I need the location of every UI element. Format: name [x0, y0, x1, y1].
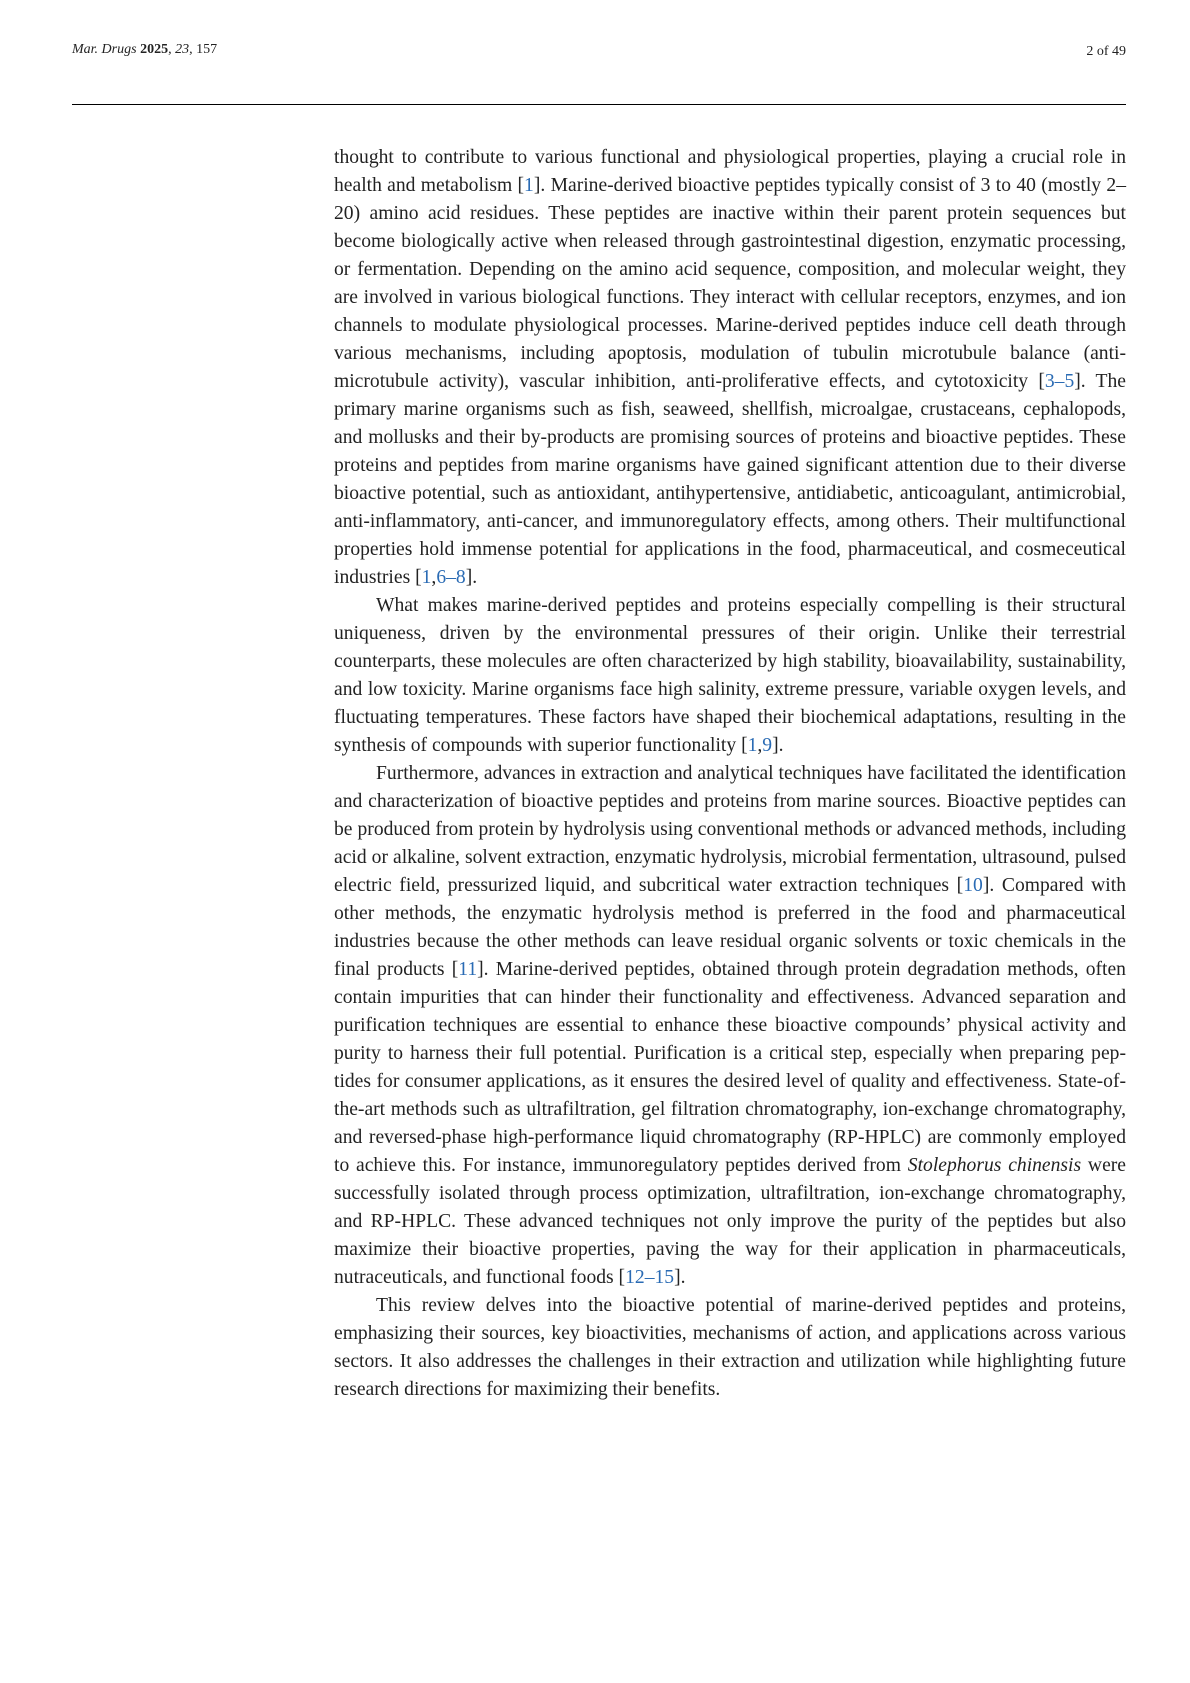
text-run: Furthermore, advances in extraction and analytical techniques have facilitated the identification and characterization of bioactive peptides and proteins from marine sources. Bioactive peptides can be produced from protein by hydrolysis using conventional methods or advanced methods, including acid or alkaline, solvent extraction, enzymatic hydrolysis, microbial fermentation, ultrasound, pulsed electric field, pressurized liquid, and subcritical water extraction techniques [: [334, 763, 1126, 896]
text-run: ].: [674, 1267, 686, 1288]
citation-link[interactable]: 1: [747, 735, 758, 756]
article-number: 157: [196, 42, 218, 57]
page-header: [72, 40, 1126, 105]
paragraph-1: [334, 144, 1126, 592]
paragraph-2: [334, 592, 1126, 760]
text-run: ]. Compared with other methods, the enzymatic hydrolysis method is preferred in the food and pharmaceutical industries because the other methods can leave residual organic solvents or toxic chemicals in the final products [: [334, 875, 1126, 980]
paragraph-4: [334, 1292, 1126, 1404]
citation-link[interactable]: 1: [524, 175, 534, 196]
citation-link[interactable]: 6–8: [436, 567, 466, 588]
journal-citation: Mar. Drugs 2025, 23, 157: [72, 42, 218, 57]
journal-name: Mar. Drugs: [72, 42, 137, 57]
text-run: ,: [431, 567, 437, 588]
text-run: thought to contribute to various functional and physiological properties, playing a crucial role in health and metabolism [: [334, 147, 1126, 196]
paragraph-3: [334, 760, 1126, 1292]
text-run: ]. The primary marine organisms such as fish, seaweed, shellfish, microalgae, crustaceans, cephalopods, and mollusks and their by-products are promising sources of proteins and bioactive peptides. These proteins and peptides from marine organisms have gained significant attention due to their diverse bioactive potential, such as antioxidant, antihypertensive, antidiabetic, anticoagulant, antimicrobial, anti-inflammatory, anti-cancer, and immunoregulatory effects, among others. Their multifunctional properties hold immense potential for applications in the food, pharmaceutical, and cosmeceutical industries [: [334, 371, 1126, 588]
text-run: ].: [465, 567, 478, 588]
body-text: [334, 144, 1126, 1404]
citation-link[interactable]: 1: [421, 567, 432, 588]
citation-link[interactable]: 12–15: [625, 1267, 675, 1288]
citation-link[interactable]: 11: [458, 959, 478, 980]
text-run: ,: [757, 735, 763, 756]
page-number: 2 of 49: [1086, 44, 1126, 59]
journal-volume: 23: [175, 42, 190, 57]
text-run: ]. Marine-derived bioactive peptides typically consist of 3 to 40 (mostly 2–20) amino acid residues. These peptides are inactive within their parent protein sequences but become biologically active when released through gastrointestinal digestion, enzymatic processing, or fermentation. Depending on the amino acid sequence, composition, and molecular weight, they are involved in various biological functions. They interact with cellular receptors, enzymes, and ion channels to modulate physiological processes. Marine-derived peptides induce cell death through various mechanisms, including apoptosis, modulation of tubulin microtubule balance (anti-microtubule activity), vascular inhibition, anti-proliferative effects, and cytotoxicity [: [334, 175, 1127, 392]
text-run: ]. Marine-derived peptides, obtained through protein degradation methods, often contain impurities that can hinder their functionality and effectiveness. Advanced separation and purification techniques are essential to enhance these bioactive compounds’ physical activity and purity to harness their full potential. Purification is a critical step, especially when preparing peptides for consumer applications, as it ensures the desired level of quality and effectiveness. State-of-the-art methods such as ultrafiltration, gel filtration chromatography, ion-exchange chromatography, and reversed-phase high-performance liquid chromatography (RP-HPLC) are commonly employed to achieve this. For instance, immunoregulatory peptides derived from: [334, 959, 1126, 1176]
citation-link[interactable]: 10: [963, 875, 983, 896]
species-name: Stolephorus chinensis: [907, 1155, 1082, 1176]
text-run: This review delves into the bioactive potential of marine-derived peptides and proteins, emphasizing their sources, key bioactivities, mechanisms of action, and applications across various sectors. It also addresses the challenges in their extraction and utilization while highlighting future research directions for maximizing their benefits.: [334, 1295, 1126, 1400]
text-run: ].: [772, 735, 784, 756]
text-run: were successfully isolated through process optimization, ultrafiltration, ion-exchange chromatography, and RP-HPLC. These advanced techniques not only improve the purity of the peptides but also maximize their bioactive properties, paving the way for their application in pharmaceuticals, nutraceuticals, and functional foods [: [334, 1155, 1126, 1288]
citation-link[interactable]: 3–5: [1044, 371, 1075, 392]
citation-link[interactable]: 9: [762, 735, 773, 756]
journal-year: 2025: [140, 42, 169, 57]
text-run: What makes marine-derived peptides and proteins especially compelling is their structural uniqueness, driven by the environmental pressures of their origin. Unlike their terrestrial counterparts, these molecules are often characterized by high stability, bioavailability, sustainability, and low toxicity. Marine organisms face high salinity, extreme pressure, variable oxygen levels, and fluctuating temperatures. These factors have shaped their biochemical adaptations, resulting in the synthesis of compounds with superior functionality [: [334, 595, 1126, 756]
